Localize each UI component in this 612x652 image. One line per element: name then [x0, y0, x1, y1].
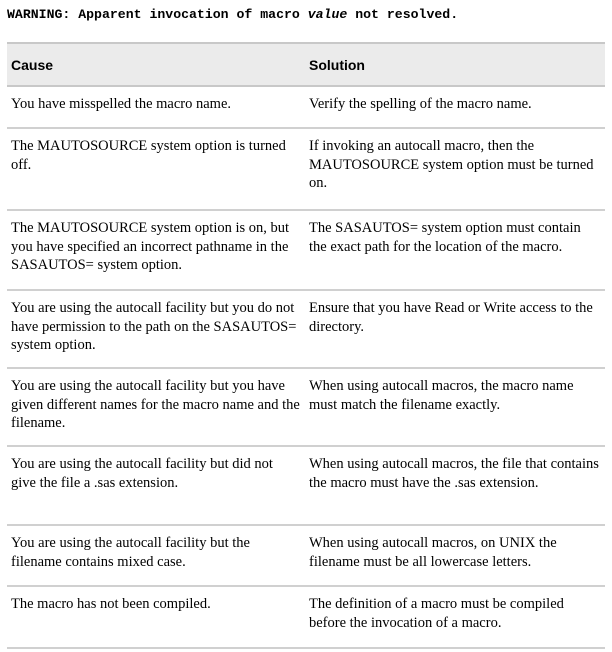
- table-row: [7, 586, 605, 648]
- warning-suffix: not resolved.: [347, 7, 459, 22]
- solution-cell: When using autocall macros, on UNIX the filename must be all lowercase letters.: [305, 525, 605, 586]
- table-row: [7, 446, 605, 525]
- solution-cell: The SASAUTOS= system option must contain the exact path for the location of the macro.: [305, 210, 605, 290]
- cause-cell: You are using the autocall facility but you have given different names for the macro name and the filename.: [7, 368, 305, 446]
- cause-cell: The MAUTOSOURCE system option is turned off.: [7, 128, 305, 210]
- table-row: [7, 128, 605, 210]
- cause-cell: The macro has not been compiled.: [7, 586, 305, 648]
- solution-cell: When using autocall macros, the file that contains the macro must have the .sas extension.: [305, 446, 605, 525]
- solution-cell: Ensure that you have Read or Write access to the directory.: [305, 290, 605, 368]
- cause-cell: You are using the autocall facility but the filename contains mixed case.: [7, 525, 305, 586]
- cause-cell: You are using the autocall facility but you do not have permission to the path on the SASAUTOS= system option.: [7, 290, 305, 368]
- table-row: [7, 86, 605, 128]
- header-solution: Solution: [305, 43, 605, 86]
- solution-cell: Verify the spelling of the macro name.: [305, 86, 605, 128]
- solution-cell: The definition of a macro must be compiled before the invocation of a macro.: [305, 586, 605, 648]
- solution-cell: If invoking an autocall macro, then the MAUTOSOURCE system option must be turned on.: [305, 128, 605, 210]
- table-row: [7, 210, 605, 290]
- table-row: [7, 368, 605, 446]
- cause-cell: The MAUTOSOURCE system option is on, but you have specified an incorrect pathname in the SASAUTOS= system option.: [7, 210, 305, 290]
- table-row: [7, 525, 605, 586]
- warning-prefix: WARNING: Apparent invocation of macro: [7, 7, 308, 22]
- header-cause: Cause: [7, 43, 305, 86]
- warning-message: [7, 7, 458, 22]
- warning-variable: value: [307, 7, 348, 22]
- solution-cell: When using autocall macros, the macro name must match the filename exactly.: [305, 368, 605, 446]
- table-row: [7, 290, 605, 368]
- cause-cell: You are using the autocall facility but did not give the file a .sas extension.: [7, 446, 305, 525]
- cause-cell: You have misspelled the macro name.: [7, 86, 305, 128]
- header-row: [7, 43, 605, 86]
- cause-solution-table: [7, 42, 605, 649]
